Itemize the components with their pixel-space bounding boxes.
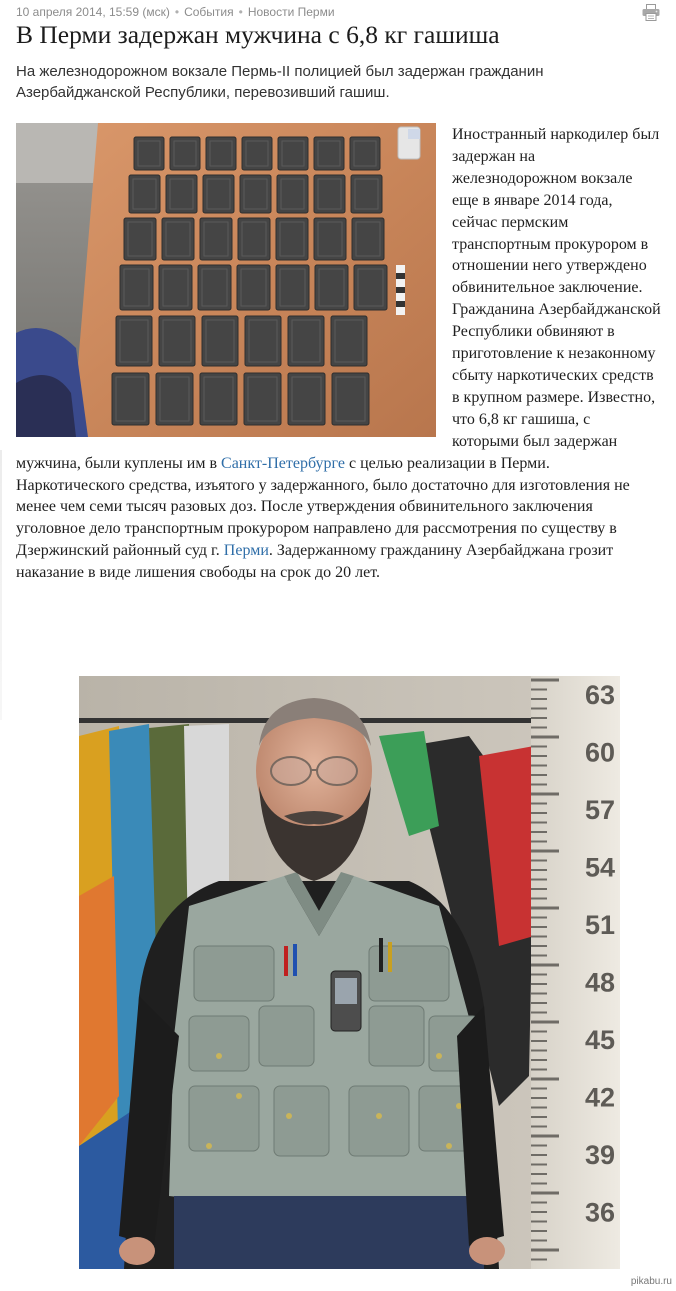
- ruler-mark-label: 42: [584, 1082, 615, 1113]
- ruler-mark-label: 51: [584, 910, 615, 940]
- ruler-mark-label: 48: [584, 967, 615, 998]
- photo-wrap-spacer: [16, 124, 452, 439]
- page-edge-divider: [0, 450, 2, 720]
- link-perm[interactable]: Перми: [223, 542, 269, 560]
- ruler-mark-label: 63: [584, 680, 615, 710]
- article-meta: [16, 5, 335, 19]
- breadcrumb-perm-news[interactable]: Новости Перми: [247, 5, 335, 19]
- article-body: [16, 124, 661, 584]
- article-lead: На железнодорожном вокзале Пермь-II полицией был задержан гражданин Азербайджанской Республики, перевозивший гашиш.: [16, 63, 544, 101]
- meta-separator: •: [174, 5, 180, 19]
- meta-separator: •: [238, 5, 243, 19]
- breadcrumb-events[interactable]: События: [184, 5, 234, 19]
- ruler-mark-label: 45: [584, 1025, 615, 1055]
- ruler-mark-label: 36: [584, 1197, 615, 1228]
- printer-icon[interactable]: [642, 4, 660, 21]
- ruler-mark-label: 57: [584, 795, 615, 825]
- body-text-part-1: Иностранный наркодилер был задержан на железнодорожном вокзале еще в январе 2014 года, сейчас пермским транспортным прокурором в отношении него утверждено обвинительное заключение. Гражданина Азербайджанской Республики обвиняют в приготовление к незаконному сбыту наркотических средств в крупном размере. Известно, что 6,8 кг гашиша, с которыми был задержан мужчина, были куплены им в: [16, 126, 661, 472]
- ruler-mark-label: 54: [584, 852, 615, 883]
- article-title: В Перми задержан мужчина с 6,8 кг гашиша: [16, 20, 500, 49]
- link-saint-petersburg[interactable]: Санкт-Петербурге: [221, 454, 345, 472]
- ruler-mark-label: 60: [584, 737, 615, 768]
- body-text-part-3: . Задержанному гражданину Азербайджана грозит наказание в виде лишения свободы на срок до 20 лет.: [16, 542, 614, 582]
- man-in-vest-photo: [79, 676, 620, 1269]
- ruler-mark-label: 39: [584, 1140, 615, 1170]
- watermark: pikabu.ru: [630, 1276, 672, 1287]
- body-text-part-2: с целью реализации в Перми. Наркотического средства, изъятого у задержанного, было достаточно для изготовления не менее чем семи тысяч разовых доз. После утверждения обвинительного заключения уголовное дело транспортным прокурором направлено для рассмотрения по существу в Дзержинский районный суд г.: [16, 454, 630, 560]
- article-date: 10 апреля 2014, 15:59 (мск): [16, 5, 170, 19]
